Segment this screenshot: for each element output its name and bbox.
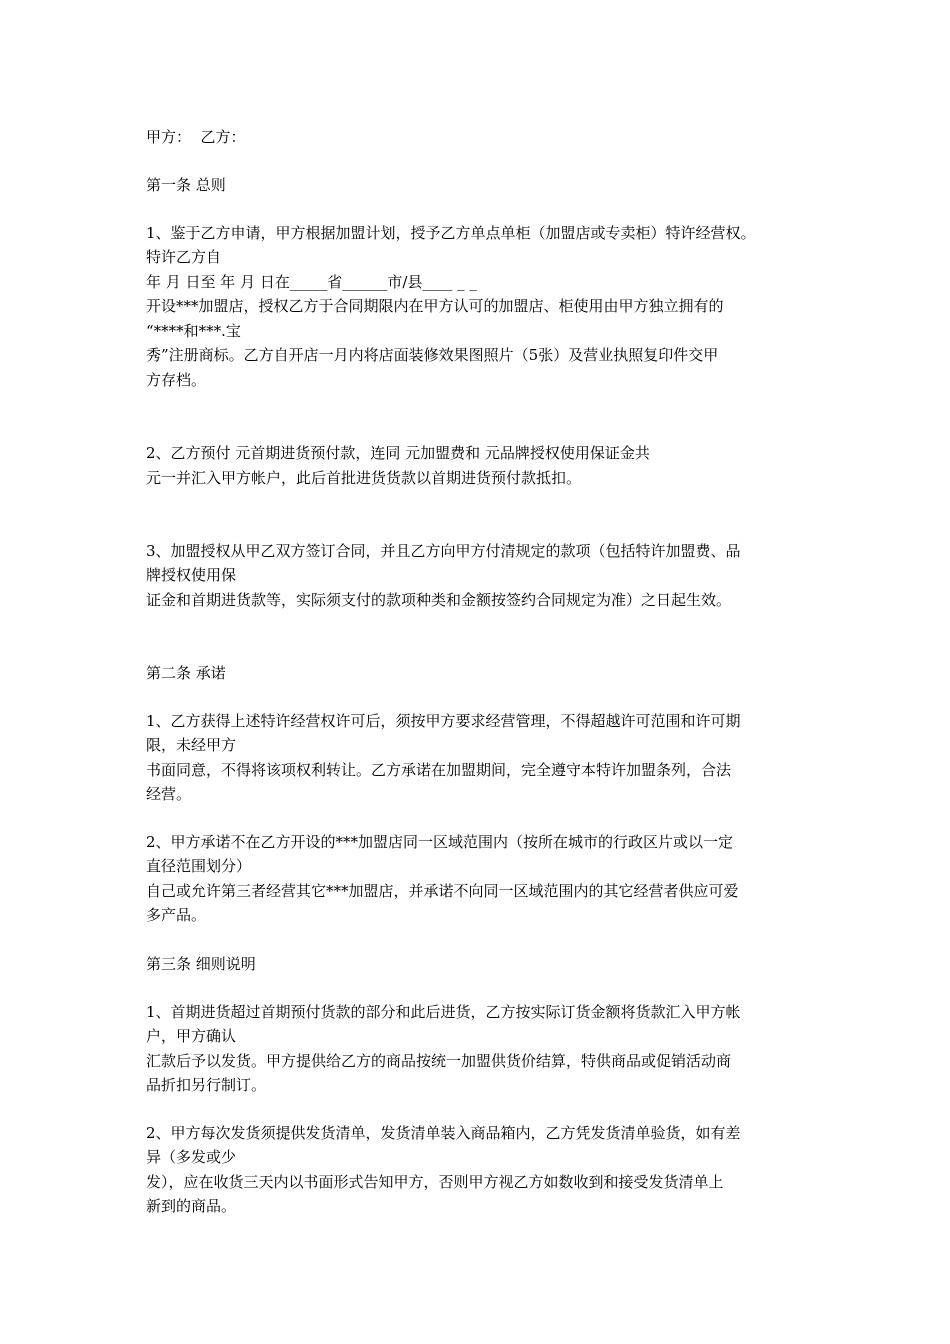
section2-p1-line: 1、乙方获得上述特许经营权许可后，须按甲方要求经营管理，不得超越许可范围和许可期 (146, 712, 741, 730)
section2-p2-line: 多产品。 (146, 906, 207, 924)
section3-p1-line: 1、首期进货超过首期预付货款的部分和此后进货，乙方按实际订货金额将货款汇入甲方帐 (146, 1003, 741, 1021)
section3-p2-line: 2、甲方每次发货须提供发货清单，发货清单装入商品箱内，乙方凭发货清单验货，如有差 (146, 1124, 741, 1142)
section3-p1-line: 汇款后予以发货。甲方提供给乙方的商品按统一加盟供货价结算，特供商品或促销活动商 (146, 1052, 732, 1070)
section3-p2-line: 新到的商品。 (146, 1197, 237, 1215)
section2-title: 第二条 承诺 (146, 664, 226, 682)
section1-p1-line: 开设***加盟店，授权乙方于合同期限内在甲方认可的加盟店、柜使用由甲方独立拥有的 (146, 297, 724, 315)
section2-p1-line: 限，未经甲方 (146, 736, 237, 754)
section1-p1-line: 特许乙方自 (146, 248, 222, 266)
section1-p2-line: 2、乙方预付 元首期进货预付款，连同 元加盟费和 元品牌授权使用保证金共 (146, 444, 650, 462)
section3-title: 第三条 细则说明 (146, 955, 256, 973)
section1-p2-line: 元一并汇入甲方帐户，此后首批进货货款以首期进货预付款抵扣。 (146, 469, 582, 487)
section3-p2-line: 发），应在收货三天内以书面形式告知甲方，否则甲方视乙方如数收到和接受发货清单上 (146, 1173, 724, 1191)
section2-p2-line: 自己或允许第三者经营其它***加盟店，并承诺不向同一区域范围内的其它经营者供应可爱 (146, 882, 739, 900)
section1-p1-line: 年 月 日至 年 月 日在_____省______市/县____ _ _ (146, 273, 477, 291)
section3-p2-line: 异（多发或少 (146, 1148, 237, 1166)
section2-p2-line: 直径范围划分） (146, 857, 252, 875)
section2-p2-line: 2、甲方承诺不在乙方开设的***加盟店同一区域范围内（按所在城市的行政区片或以一定 (146, 833, 734, 851)
section2-p1-line: 经营。 (146, 785, 192, 803)
section1-p1-line: 1、鉴于乙方申请，甲方根据加盟计划，授予乙方单点单柜（加盟店或专卖柜）特许经营权。 (146, 224, 756, 242)
section1-p1-line: 秀”注册商标。乙方自开店一月内将店面装修效果图照片（5张）及营业执照复印件交甲 (146, 346, 719, 364)
section3-p1-line: 户，甲方确认 (146, 1027, 237, 1045)
section1-p1-line: 方存档。 (146, 371, 207, 389)
section2-p1-line: 书面同意，不得将该项权利转让。乙方承诺在加盟期间，完全遵守本特许加盟条列，合法 (146, 761, 732, 779)
parties-line: 甲方： 乙方： (146, 128, 246, 146)
section1-p3-line: 3、加盟授权从甲乙双方签订合同，并且乙方向甲方付清规定的款项（包括特许加盟费、品 (146, 542, 741, 560)
section1-title: 第一条 总则 (146, 176, 226, 194)
section1-p1-line: “****和***.宝 (146, 322, 241, 340)
section3-p1-line: 品折扣另行制订。 (146, 1076, 267, 1094)
section1-p3-line: 证金和首期进货款等，实际须支付的款项种类和金额按签约合同规定为准）之日起生效。 (146, 591, 732, 609)
section1-p3-line: 牌授权使用保 (146, 566, 237, 584)
